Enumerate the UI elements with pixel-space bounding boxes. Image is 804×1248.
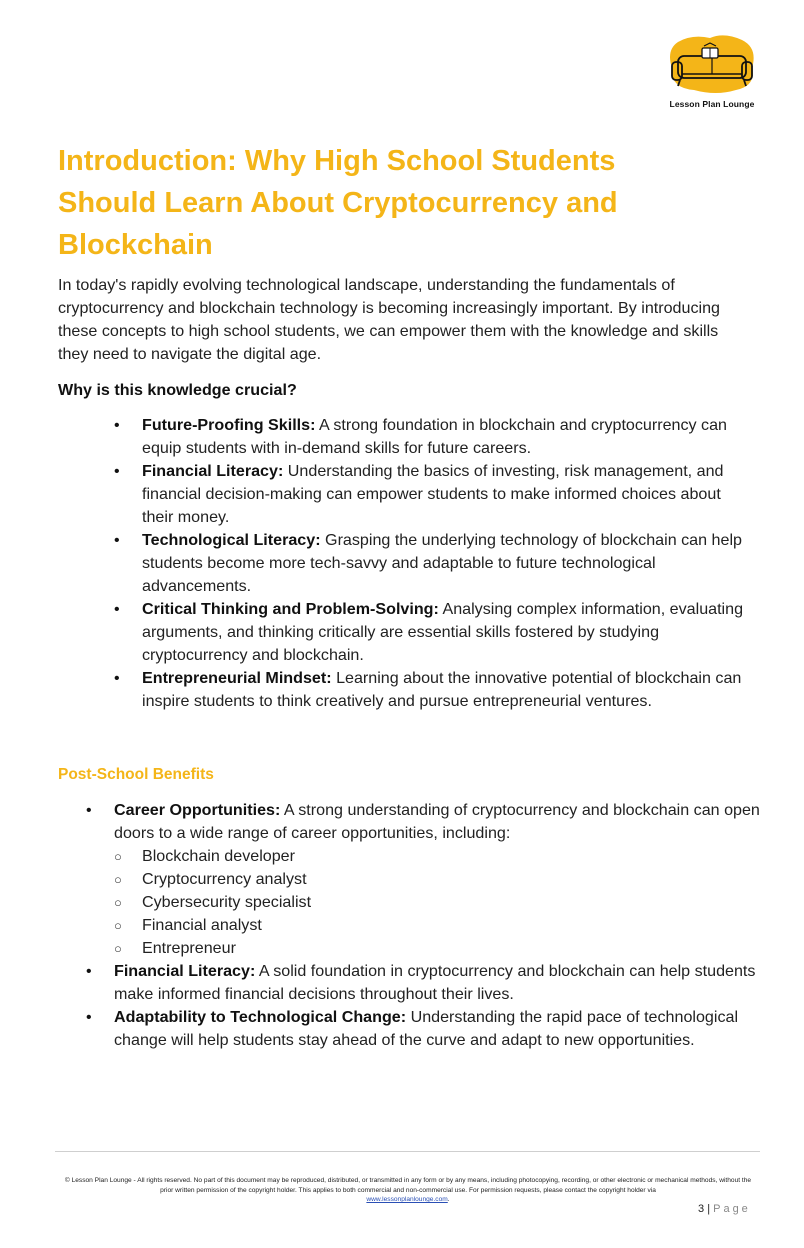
item-term: Career Opportunities:: [114, 801, 281, 819]
page-word: Page: [713, 1203, 751, 1215]
reasons-list: [114, 414, 750, 713]
list-item: [114, 529, 750, 598]
sub-list-item: ○ Entrepreneur: [114, 937, 766, 960]
item-text: Understanding the basics of investing, risk management, and financial decision-making can empower students to make informed choices about their money.: [142, 462, 724, 526]
list-item: [114, 598, 750, 667]
item-term: Technological Literacy:: [142, 531, 321, 549]
item-text: A solid foundation in cryptocurrency and blockchain can help students make informed financial decisions throughout their lives.: [114, 962, 756, 1003]
page-title: Introduction: Why High School Students Should Learn About Cryptocurrency and Blockchain: [58, 145, 618, 261]
bullet-icon: •: [114, 417, 120, 434]
circle-bullet-icon: ○: [114, 849, 122, 864]
item-term: Financial Literacy:: [142, 462, 284, 480]
list-item: [114, 414, 750, 460]
sub-list-item: ○ Cryptocurrency analyst: [114, 868, 766, 891]
bullet-icon: •: [114, 463, 120, 480]
item-term: Adaptability to Technological Change:: [114, 1008, 407, 1026]
logo-text: Lesson Plan Lounge: [669, 99, 755, 109]
sofa-logo-icon: [664, 34, 760, 96]
item-text: Grasping the underlying technology of blockchain can help students become more tech-savvy and adaptable to future technological advancements.: [142, 531, 742, 595]
list-item: [86, 799, 766, 960]
bullet-icon: •: [86, 1009, 92, 1026]
bullet-icon: •: [114, 601, 120, 618]
footer-divider: [55, 1151, 760, 1152]
bullet-icon: •: [114, 532, 120, 549]
career-roles-list: [114, 845, 766, 960]
bullet-icon: •: [86, 802, 92, 819]
page-separator: |: [707, 1203, 711, 1215]
item-text: Analysing complex information, evaluating arguments, and thinking critically are essential skills fostered by studying cryptocurrency and blockchain.: [142, 600, 744, 664]
item-term: Financial Literacy:: [114, 962, 256, 980]
list-item: [114, 460, 750, 529]
intro-paragraph: In today's rapidly evolving technological landscape, understanding the fundamentals of cryptocurrency and blockchain technology is becoming increasingly important. By introducing these concepts to high school students, we can empower them with the knowledge and skills they need to navigate the digital age.: [58, 276, 720, 363]
bullet-icon: •: [86, 963, 92, 980]
item-term: Critical Thinking and Problem-Solving:: [142, 600, 439, 618]
sub-list-item: ○ Blockchain developer: [114, 845, 766, 868]
post-school-list: [86, 799, 766, 1052]
item-term: Entrepreneurial Mindset:: [142, 669, 332, 687]
item-term: Future-Proofing Skills:: [142, 416, 316, 434]
bullet-icon: •: [114, 670, 120, 687]
circle-bullet-icon: ○: [114, 895, 122, 910]
item-text: Learning about the innovative potential of blockchain can inspire students to think creatively and pursue entrepreneurial ventures.: [142, 669, 742, 710]
list-item: [114, 667, 750, 713]
knowledge-question-heading: Why is this knowledge crucial?: [58, 381, 297, 399]
item-text: A strong foundation in blockchain and cryptocurrency can equip students with in-demand skills for future careers.: [142, 416, 728, 457]
page-number: 3 | Page: [698, 1203, 751, 1215]
circle-bullet-icon: ○: [114, 872, 122, 887]
list-item: [86, 960, 766, 1006]
website-link[interactable]: www.lessonplanlounge.com: [366, 1196, 448, 1203]
footer-copyright: © Lesson Plan Lounge - All rights reserved. No part of this document may be reproduced, distributed, or transmitted in any form or by any means, including photocopying, recording, or other electronic or mechanical methods, without the prior written permission of the copyright holder. This applies to both commercial and non-commercial use. For permission requests, please contact the copyright holder via www.lessonplanlounge.com.: [64, 1177, 752, 1203]
item-text: A strong understanding of cryptocurrency and blockchain can open doors to a wide range of career opportunities, including:: [114, 801, 760, 842]
post-school-heading: Post-School Benefits: [58, 766, 214, 783]
circle-bullet-icon: ○: [114, 918, 122, 933]
sub-list-item: ○ Cybersecurity specialist: [114, 891, 766, 914]
circle-bullet-icon: ○: [114, 941, 122, 956]
item-text: Understanding the rapid pace of technological change will help students stay ahead of the curve and adapt to new opportunities.: [114, 1008, 739, 1049]
sub-list-item: ○ Financial analyst: [114, 914, 766, 937]
logo: [660, 34, 764, 109]
list-item: [86, 1006, 766, 1052]
copyright-text: © Lesson Plan Lounge - All rights reserved. No part of this document may be reproduced, distributed, or transmitted in any form or by any means, including photocopying, recording, or other electronic or mechanical methods, without the prior written permission of the copyright holder. This applies to both commercial and non-commercial use. For permission requests, please contact the copyright holder via: [64, 1177, 752, 1194]
